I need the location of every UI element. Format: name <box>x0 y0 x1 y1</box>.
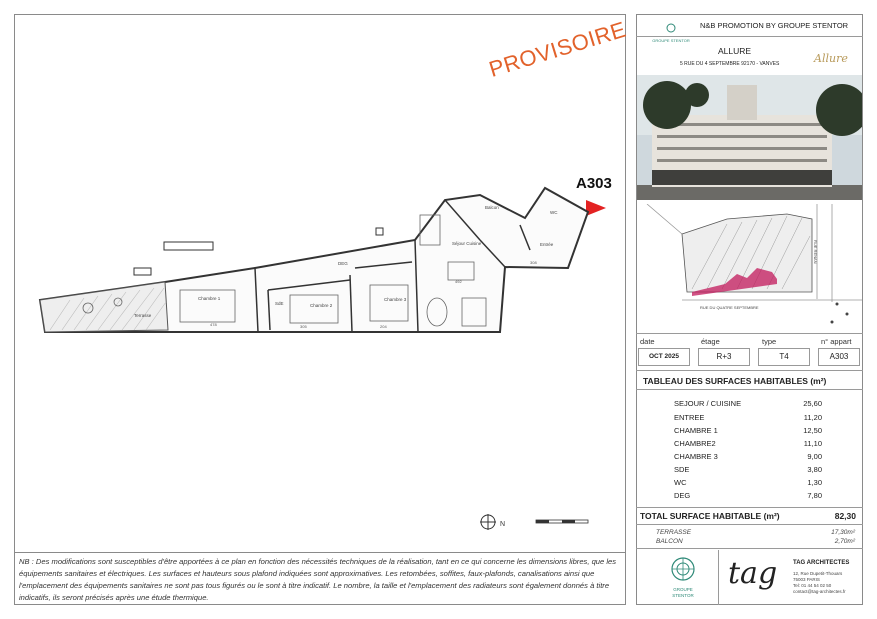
surface-row-value: 7,80 <box>807 491 822 500</box>
plan-legend-box <box>134 268 151 275</box>
architect-contact: 12, Rue Dupetit-Thouars 75003 PARIS Tel: 01 44 54 02 50 contact@tag-architectes.fr <box>793 571 846 594</box>
svg-text:308: 308 <box>530 260 537 265</box>
surface-row-label: CHAMBRE 1 <box>674 426 718 435</box>
surface-row-label: WC <box>674 478 687 487</box>
exterior-value: 17,30m² <box>831 529 855 536</box>
stentor-emblem-icon <box>670 556 696 582</box>
svg-text:N: N <box>500 521 506 528</box>
surfaces-table-title: TABLEAU DES SURFACES HABITABLES (m²) <box>643 376 827 386</box>
appart-label: n° appart <box>821 337 852 346</box>
room-label-wc: WC <box>550 210 558 215</box>
surface-row-value: 11,20 <box>803 413 822 422</box>
surface-row-value: 11,10 <box>803 439 822 448</box>
svg-text:305: 305 <box>300 324 307 329</box>
site-plan <box>637 204 862 332</box>
etage-label: étage <box>701 337 720 346</box>
disclaimer-notes: NB : Des modifications sont susceptibles d'être apportées à ce plan en fonction des nécessités techniques de la réalisation, tant en ce qui concerne les dimensions libres, que les équipements sanitaires et électriques. Les surfaces et hauteurs sous plafond indiquées sont approximatives. Les retombées, soffites, faux-plafonds, canalisations ainsi que l'emplacement des équipements sanitaires ne sont pas tous figurés ou le sont à titre indicatif. Le nombre, la taille et l'emplacement des radiateurs sont également donnés à titre indicatifs, ils seront précisés après une étude thermique. <box>19 557 617 602</box>
terrace-area <box>40 282 168 332</box>
type-label: type <box>762 337 777 346</box>
total-surface-label: TOTAL SURFACE HABITABLE (m²) <box>640 511 780 521</box>
surface-row-label: SEJOUR / CUISINE <box>674 399 742 408</box>
provisoire-stamp: PROVISOIRE <box>486 16 630 82</box>
svg-text:204: 204 <box>380 324 387 329</box>
surface-row-label: SDE <box>674 465 690 474</box>
architect-name: TAG ARCHITECTES <box>793 560 850 566</box>
stentor-logo-small: GROUPE STENTOR <box>651 20 691 43</box>
room-label-sde: SdE <box>275 301 284 306</box>
street-label: RUE DU QUATRE SEPTEMBRE <box>700 305 759 310</box>
svg-text:478: 478 <box>210 322 217 327</box>
surface-row-label: ENTREE <box>674 413 705 422</box>
surface-row-label: CHAMBRE 3 <box>674 452 718 461</box>
room-label-deg: DEG <box>338 261 348 266</box>
surface-row-label: CHAMBRE2 <box>674 439 716 448</box>
surface-row-label: DEG <box>674 491 691 500</box>
surface-row-value: 3,80 <box>807 465 822 474</box>
surface-row-value: 9,00 <box>807 452 822 461</box>
tag-logo: tag <box>728 556 778 591</box>
date-value: OCT 2025 <box>649 353 679 360</box>
surface-row-value: 25,60 <box>803 399 822 408</box>
surface-row-value: 12,50 <box>803 426 822 435</box>
type-value: T4 <box>779 352 789 361</box>
room-label-chambre3: Chambre 3 <box>384 297 407 302</box>
appart-value: A303 <box>829 352 849 361</box>
room-label-balcon: Balcon <box>485 205 499 210</box>
stentor-emblem-icon <box>664 23 678 33</box>
unit-label: A303 <box>576 175 612 192</box>
total-surface-value: 82,30 <box>834 511 856 521</box>
allure-logo: Allure <box>814 52 848 65</box>
building-photo <box>637 75 862 200</box>
room-label-sejour: Séjour Cuisine <box>452 241 482 246</box>
exterior-label: TERRASSE <box>656 529 692 536</box>
room-label-entree: Entrée <box>540 242 554 247</box>
room-label-chambre1: Chambre 1 <box>198 296 221 301</box>
street-label-vertical: RUE RENAN <box>813 240 818 264</box>
project-name: ALLURE <box>718 46 752 56</box>
svg-text:492: 492 <box>455 279 462 284</box>
exterior-value: 2,70m² <box>834 538 855 545</box>
surface-row-value: 1,30 <box>807 478 822 487</box>
project-address: 5 RUE DU 4 SEPTEMBRE 92170 - VANVES <box>680 61 780 67</box>
exterior-label: BALCON <box>656 538 683 545</box>
header-title: N&B PROMOTION BY GROUPE STENTOR <box>700 21 849 30</box>
north-marker-icon <box>586 200 606 216</box>
etage-value: R+3 <box>716 352 732 361</box>
room-label-chambre2: Chambre 2 <box>310 303 333 308</box>
date-label: date <box>640 337 655 346</box>
plan-legend-box <box>164 242 213 250</box>
stentor-logo: GROUPE STENTOR <box>662 556 704 599</box>
room-label-terrasse: Terrasse <box>134 313 152 318</box>
plan-legend-box <box>376 228 383 235</box>
